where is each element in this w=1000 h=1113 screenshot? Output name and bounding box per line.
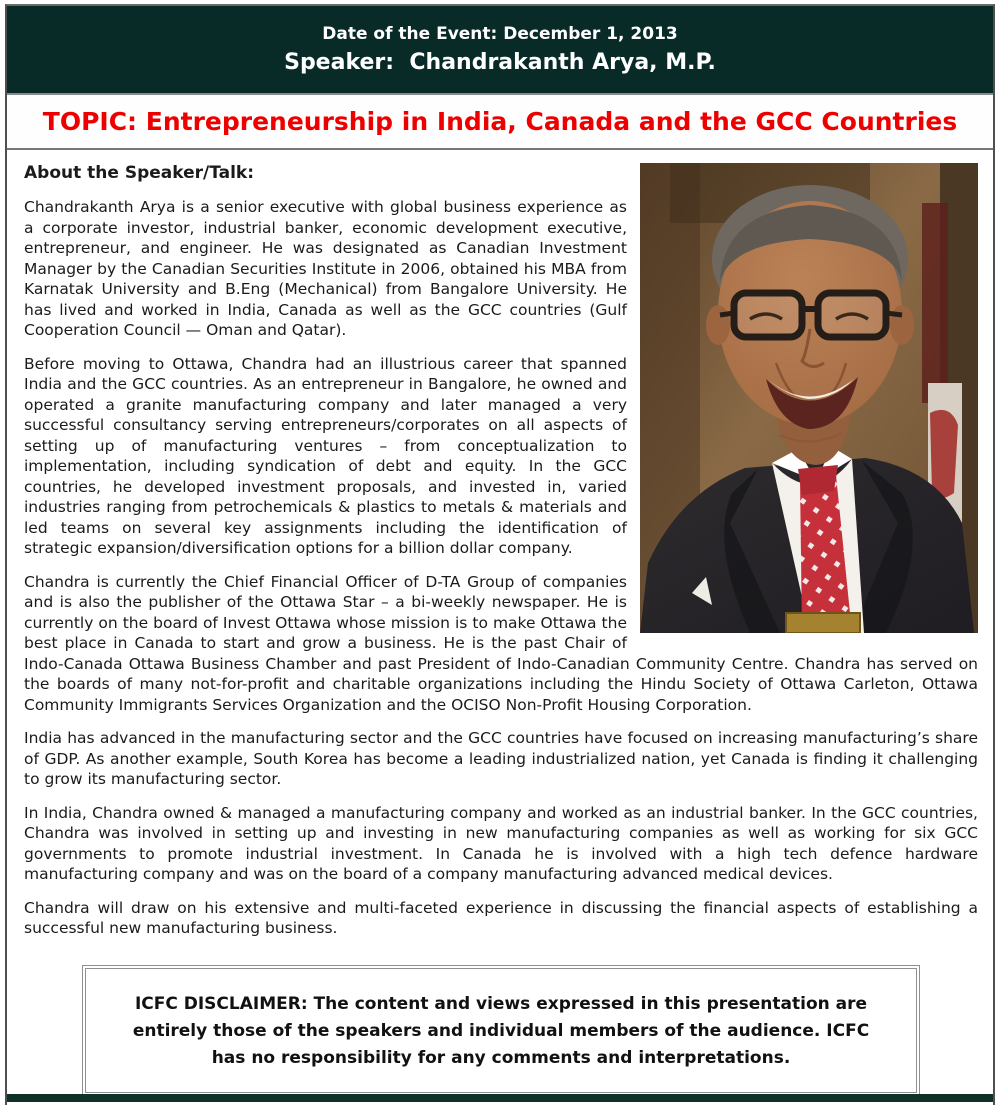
bottom-border-bar xyxy=(7,1094,993,1102)
about-paragraph: Chandra will draw on his extensive and multi-faceted experience in discussing the financial aspects of establishing a successful new manufacturing business. xyxy=(24,898,978,937)
event-date: Date of the Event: December 1, 2013 xyxy=(322,24,678,44)
about-paragraph: India has advanced in the manufacturing sector and the GCC countries have focused on increasing manufacturing’s share of GDP. As another example, South Korea has become a leading industrialized nation, yet Canada is finding it challenging to grow its manufacturing sector. xyxy=(24,729,978,788)
topic-band xyxy=(7,95,993,150)
portrait-illustration xyxy=(640,163,978,633)
event-header xyxy=(7,6,993,95)
about-paragraph: Chandra is currently the Chief Financial Officer of D-TA Group of companies and is also the publisher of the Ottawa Star – a bi-weekly newspaper. He is currently on the board of Invest Ottawa whose mission is to make Ottawa the best place in Canada to start and grow a business. He is the past Chair of Indo-Canada Ottawa Business Chamber and past President of Indo-Canadian Community Centre. Chandra has served on the boards of many not-for-profit and charitable organizations including the Hindu Society of Ottawa Carleton, Ottawa Community Immigrants Services Organization and the OCISO Non-Profit Housing Corporation. xyxy=(24,572,978,714)
about-heading: About the Speaker/Talk: xyxy=(24,163,255,183)
speaker-photo xyxy=(640,163,978,633)
about-paragraph: Chandrakanth Arya is a senior executive with global business experience as a corporate investor, industrial banker, economic development executive, entrepreneur, and engineer. He was designated as Canadian Investment Manager by the Canadian Securities Institute in 2006, obtained his MBA from Karnatak University and B.Eng (Mechanical) from Bangalore University. He has lived and worked in India, Canada as well as the GCC countries (Gulf Cooperation Council — Oman and Qatar). xyxy=(24,198,627,339)
disclaimer-text: ICFC DISCLAIMER: The content and views expressed in this presentation are entirely those of the speakers and individual members of the audience. ICFC has no responsibility for any comments and interpretations. xyxy=(132,993,870,1068)
topic-title: TOPIC: Entrepreneurship in India, Canada and the GCC Countries xyxy=(42,107,958,136)
about-section xyxy=(7,150,993,1096)
speaker-name: Speaker: Chandrakanth Arya, M.P. xyxy=(284,50,716,75)
about-paragraph: Before moving to Ottawa, Chandra had an illustrious career that spanned India and the GCC countries. As an entrepreneur in Bangalore, he owned and operated a granite manufacturing company and later managed a very successful consultancy serving entrepreneurs/corporates on all aspects of setting up of manufacturing ventures – from conceptualization to implementation, including syndication of debt and equity. In the GCC countries, he developed investment proposals, and invested in, varied industries ranging from petrochemicals & plastics to metals & materials and led teams on several key assignments including the identification of strategic expansion/diversification options for a billion dollar company. xyxy=(24,354,627,557)
disclaimer-box xyxy=(82,965,920,1096)
page-frame xyxy=(5,4,995,1105)
about-paragraph: In India, Chandra owned & managed a manufacturing company and worked as an industrial banker. In the GCC countries, Chandra was involved in setting up and investing in new manufacturing companies as well as working for six GCC governments to promote industrial investment. In Canada he is involved with a high tech defence hardware manufacturing company and was on the board of a company manufacturing advanced medical devices. xyxy=(24,803,978,883)
